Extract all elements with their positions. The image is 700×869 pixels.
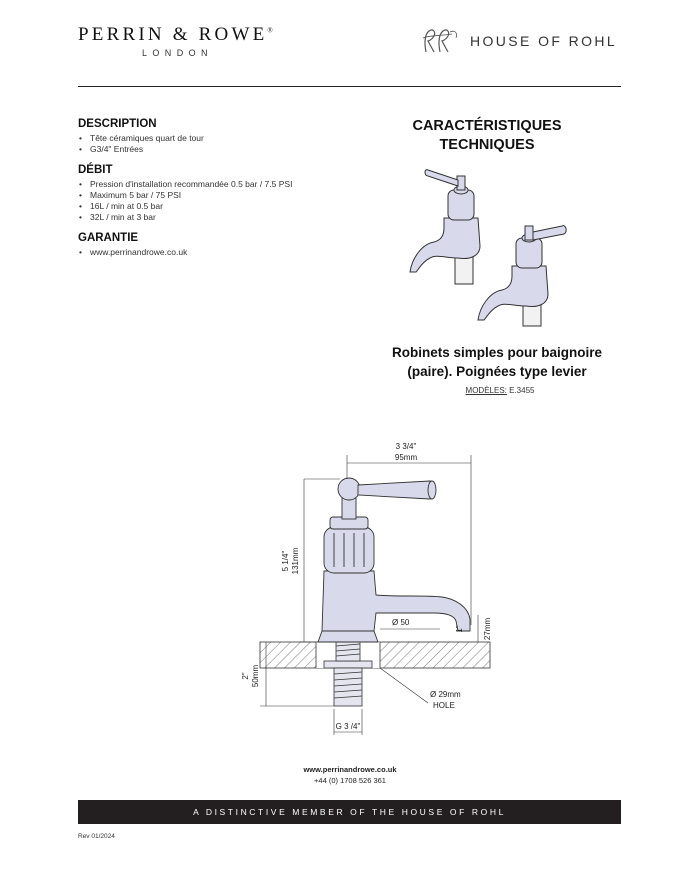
debit-item: • Maximum 5 bar / 75 PSI: [78, 190, 378, 201]
debit-item: • 16L / min at 0.5 bar: [78, 201, 378, 212]
dim-deck-mm: 50mm: [251, 664, 260, 688]
specs-title-line: CARACTÉRISTIQUES: [412, 118, 562, 134]
specs-title: [392, 117, 582, 155]
dim-spout-mm: 27mm: [483, 617, 492, 641]
garantie-title: GARANTIE: [78, 232, 139, 244]
footer-banner: A DISTINCTIVE MEMBER OF THE HOUSE OF ROHL: [78, 800, 621, 824]
dim-hole-diameter: Ø 29mm: [430, 690, 461, 699]
product-title: [352, 343, 642, 381]
dim-hole-label: HOLE: [433, 701, 455, 710]
dim-height-mm: 131mm: [291, 547, 300, 575]
contact-info: [270, 764, 430, 786]
debit-section: [78, 164, 378, 223]
contact-phone: +44 (0) 1708 526 361: [314, 776, 386, 785]
models-value: E.3455: [509, 386, 535, 395]
london-label: LONDON: [142, 48, 213, 58]
specification-list: [78, 118, 378, 267]
dim-thread: G 3 /4": [335, 722, 361, 731]
house-of-rohl-label: HOUSE OF ROHL: [470, 33, 618, 49]
models-line: [440, 386, 560, 395]
debit-item: • 32L / min at 3 bar: [78, 212, 378, 223]
technical-drawing: [230, 435, 510, 745]
tap-illustration-back: [410, 170, 480, 284]
warranty-link[interactable]: • www.perrinandrowe.co.uk: [78, 247, 378, 258]
specs-title-line: TECHNIQUES: [439, 137, 535, 153]
contact-website[interactable]: www.perrinandrowe.co.uk: [303, 765, 397, 774]
dim-spout-in: 1": [455, 625, 464, 633]
dim-height-in: 5 1/4": [281, 550, 290, 572]
dim-width-in: 3 3/4": [395, 442, 417, 451]
debit-title: DÉBIT: [78, 164, 113, 176]
dim-width-mm: 95mm: [394, 453, 418, 462]
tap-illustration-front: [478, 226, 566, 326]
description-item: • Tête céramiques quart de tour: [78, 133, 378, 144]
garantie-section: [78, 232, 378, 258]
product-title-line: Robinets simples pour baignoire: [391, 345, 603, 360]
header-divider: [78, 86, 621, 87]
dim-base-diameter: Ø 50: [392, 618, 410, 627]
perrin-rowe-logo: [78, 24, 298, 58]
rohl-monogram-icon: [420, 26, 464, 56]
debit-item: • Pression d'installation recommandée 0.5 bar / 7.5 PSI: [78, 179, 378, 190]
product-image: [400, 162, 590, 332]
perrin-rowe-wordmark: PERRIN & ROWE®: [78, 24, 276, 45]
description-title: DESCRIPTION: [78, 118, 157, 130]
product-title-line: (paire). Poignées type levier: [407, 364, 587, 379]
models-label: MODÈLES:: [465, 386, 507, 395]
dim-deck-in: 2": [241, 672, 250, 680]
house-of-rohl-logo: [420, 26, 617, 56]
description-section: [78, 118, 378, 155]
revision-label: Rev 01/2024: [78, 833, 115, 840]
description-item: • G3/4" Entrées: [78, 144, 378, 155]
